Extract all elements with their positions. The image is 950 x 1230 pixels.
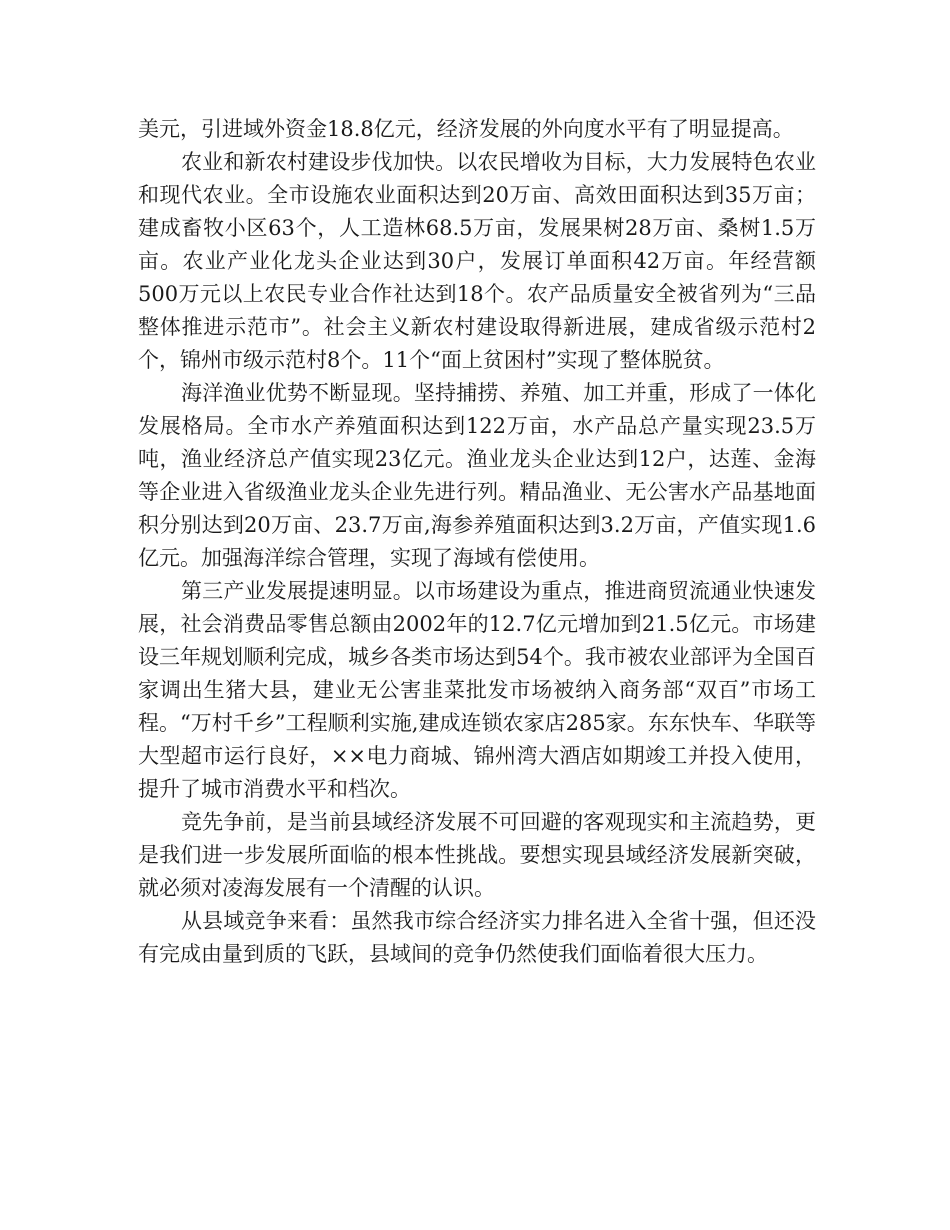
paragraph: 从县域竞争来看：虽然我市综合经济实力排名进入全省十强，但还没有完成由量到质的飞跃，县域间的竞争仍然使我们面临着很大压力。 bbox=[138, 909, 816, 966]
paragraph: 美元，引进域外资金18.8亿元，经济发展的外向度水平有了明显提高。 bbox=[138, 117, 794, 141]
paragraph: 农业和新农村建设步伐加快。以农民增收为目标，大力发展特色农业和现代农业。全市设施农业面积达到20万亩、高效田面积达到35万亩；建成畜牧小区63个，人工造林68.5万亩，发展果树28万亩、桑树1.5万亩。农业产业化龙头企业达到30户，发展订单面积42万亩。年经营额500万元以上农民专业合作社达到18个。农产品质量安全被省列为“三品整体推进示范市”。社会主义新农村建设取得新进展，建成省级示范村2个，锦州市级示范村8个。11个“面上贫困村”实现了整体脱贫。 bbox=[138, 150, 816, 372]
paragraph: 第三产业发展提速明显。以市场建设为重点，推进商贸流通业快速发展，社会消费品零售总额由2002年的12.7亿元增加到21.5亿元。市场建设三年规划顺利完成，城乡各类市场达到54个。我市被农业部评为全国百家调出生猪大县，建业无公害韭菜批发市场被纳入商务部“双百”市场工程。“万村千乡”工程顺利实施,建成连锁农家店285家。东东快车、华联等大型超市运行良好，××电力商城、锦州湾大酒店如期竣工并投入使用，提升了城市消费水平和档次。 bbox=[138, 579, 816, 801]
paragraph: 海洋渔业优势不断显现。坚持捕捞、养殖、加工并重，形成了一体化发展格局。全市水产养殖面积达到122万亩，水产品总产量实现23.5万吨，渔业经济总产值实现23亿元。渔业龙头企业达到12户，达莲、金海等企业进入省级渔业龙头企业先进行列。精品渔业、无公害水产品基地面积分别达到20万亩、23.7万亩,海参养殖面积达到3.2万亩，产值实现1.6亿元。加强海洋综合管理，实现了海域有偿使用。 bbox=[138, 381, 816, 570]
paragraph: 竞先争前，是当前县域经济发展不可回避的客观现实和主流趋势，更是我们进一步发展所面临的根本性挑战。要想实现县域经济发展新突破，就必须对凌海发展有一个清醒的认识。 bbox=[138, 810, 816, 900]
document-page bbox=[138, 113, 816, 971]
